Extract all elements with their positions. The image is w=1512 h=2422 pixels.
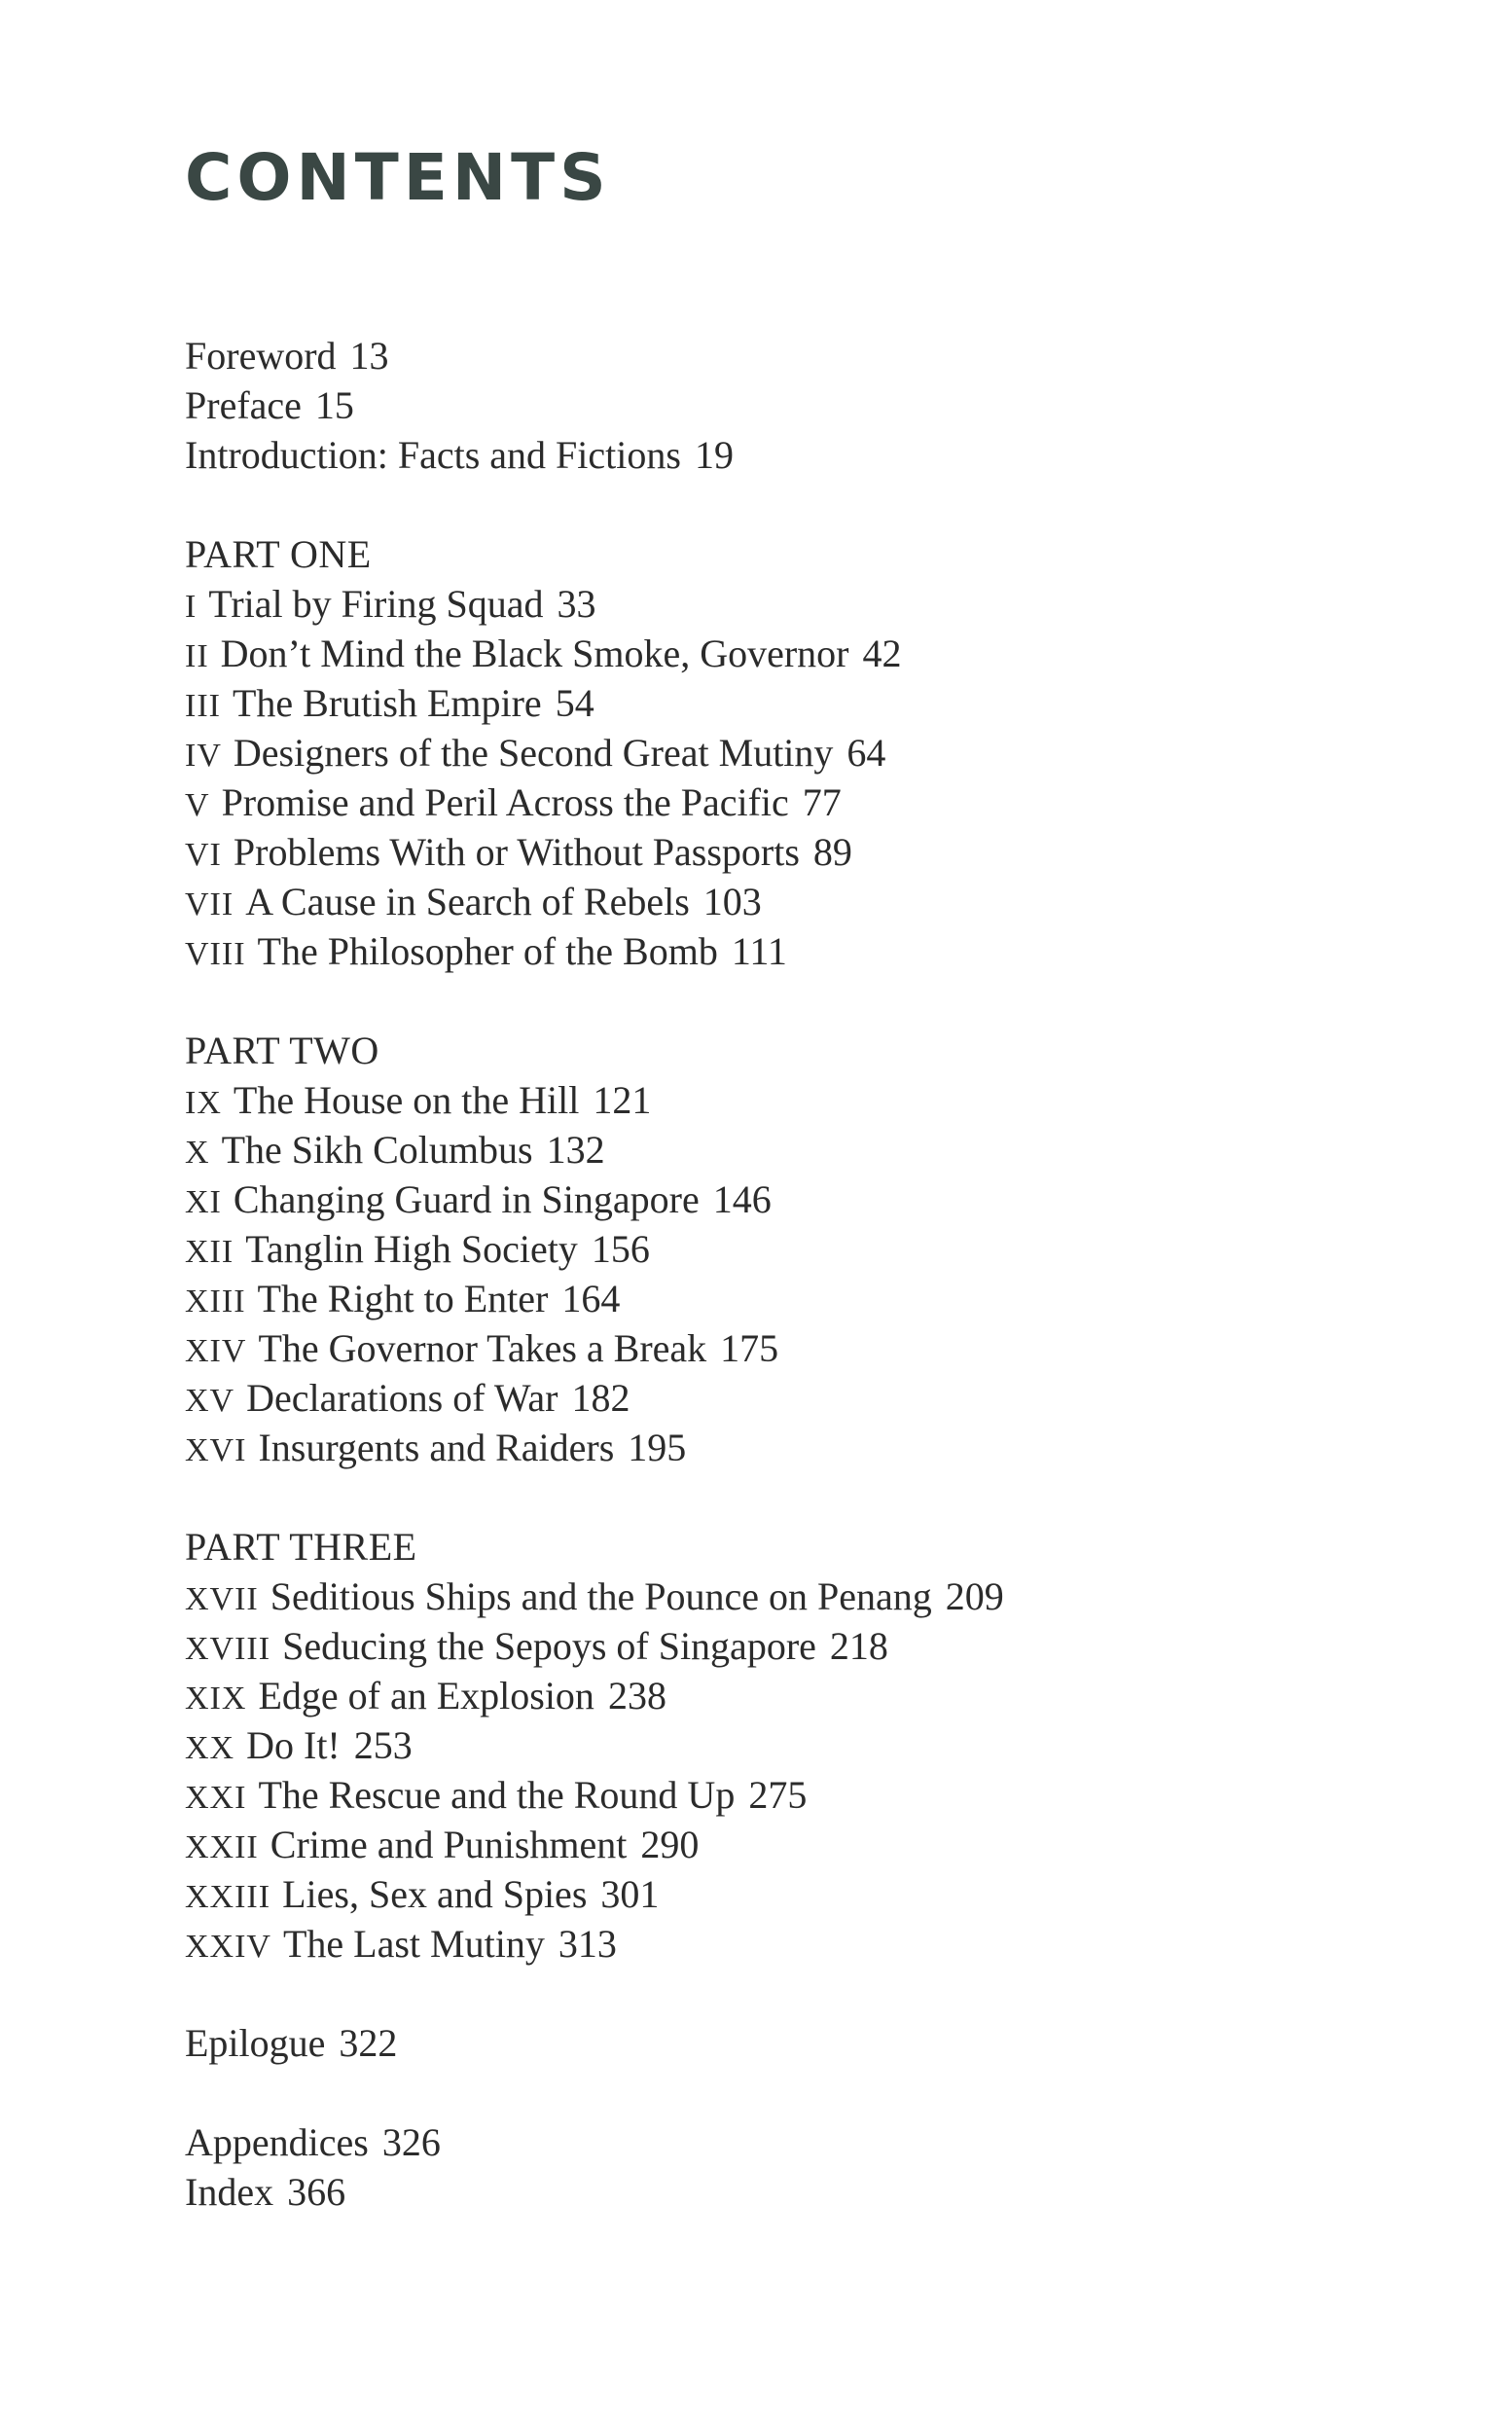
toc-entry-chapter xyxy=(185,678,1352,728)
toc-entry-chapter xyxy=(185,1423,1352,1472)
entry-page: 164 xyxy=(561,1277,621,1320)
toc-entry-chapter xyxy=(185,1373,1352,1423)
chapter-number: XVIII xyxy=(185,1631,271,1667)
chapter-title: Insurgents and Raiders xyxy=(258,1426,615,1469)
page-title: CONTENTS xyxy=(185,140,611,215)
toc-entry-foreword xyxy=(185,331,1352,380)
back-matter xyxy=(185,2117,1352,2217)
part-heading: PART THREE xyxy=(185,1525,417,1569)
toc-entry-appendices xyxy=(185,2117,1352,2167)
chapter-title: Problems With or Without Passports xyxy=(233,830,800,874)
entry-label: Preface xyxy=(185,383,302,427)
chapter-number: VI xyxy=(185,837,222,873)
entry-page: 42 xyxy=(862,632,902,675)
entry-page: 366 xyxy=(287,2170,346,2214)
toc-entry-chapter xyxy=(185,728,1352,777)
part-heading: PART TWO xyxy=(185,1029,379,1072)
chapter-title: The Brutish Empire xyxy=(232,681,542,725)
toc-entry-chapter xyxy=(185,629,1352,678)
toc-entry-introduction xyxy=(185,430,1352,480)
chapter-title: Crime and Punishment xyxy=(270,1823,628,1866)
entry-page: 54 xyxy=(555,681,594,725)
toc-entry-chapter xyxy=(185,1323,1352,1373)
toc-entry-chapter xyxy=(185,1671,1352,1720)
chapter-number: XXI xyxy=(185,1780,247,1816)
front-matter xyxy=(185,331,1352,480)
epilogue-section xyxy=(185,2018,1352,2068)
toc-entry-chapter xyxy=(185,827,1352,877)
toc-entry-chapter xyxy=(185,1075,1352,1125)
toc-entry-chapter xyxy=(185,1770,1352,1820)
chapter-title: Declarations of War xyxy=(246,1376,558,1420)
toc-entry-chapter xyxy=(185,1175,1352,1224)
toc-entry-chapter xyxy=(185,1919,1352,1969)
chapter-title: Tanglin High Society xyxy=(245,1227,578,1271)
chapter-title: The Right to Enter xyxy=(257,1277,549,1320)
toc-entry-chapter xyxy=(185,1274,1352,1323)
chapter-number: XVII xyxy=(185,1581,259,1617)
entry-page: 111 xyxy=(731,929,787,973)
entry-page: 253 xyxy=(353,1723,413,1767)
toc-entry-chapter xyxy=(185,926,1352,976)
entry-page: 313 xyxy=(558,1922,617,1966)
toc-entry-chapter xyxy=(185,1869,1352,1919)
entry-page: 13 xyxy=(349,334,389,378)
entry-page: 132 xyxy=(546,1128,605,1172)
chapter-title: Designers of the Second Great Mutiny xyxy=(233,731,834,775)
chapter-number: XII xyxy=(185,1234,234,1270)
chapter-number: XXIII xyxy=(185,1879,271,1915)
chapter-title: Trial by Firing Squad xyxy=(208,582,544,626)
chapter-number: VII xyxy=(185,886,234,922)
toc-entry-chapter xyxy=(185,1621,1352,1671)
chapter-title: The Sikh Columbus xyxy=(221,1128,533,1172)
toc-entry-epilogue xyxy=(185,2018,1352,2068)
toc-entry-chapter xyxy=(185,877,1352,926)
chapter-number: XIX xyxy=(185,1681,247,1717)
entry-page: 238 xyxy=(607,1674,666,1717)
toc-entry-index xyxy=(185,2167,1352,2217)
entry-page: 326 xyxy=(381,2120,441,2164)
entry-page: 209 xyxy=(945,1574,1004,1618)
chapter-number: IV xyxy=(185,738,222,774)
entry-page: 195 xyxy=(628,1426,687,1469)
entry-page: 33 xyxy=(557,582,596,626)
chapter-title: Do It! xyxy=(246,1723,341,1767)
chapter-number: XI xyxy=(185,1184,222,1220)
chapter-number: V xyxy=(185,787,210,823)
chapter-title: Seditious Ships and the Pounce on Penang xyxy=(270,1574,932,1618)
table-of-contents xyxy=(185,331,1352,2266)
chapter-number: XIII xyxy=(185,1283,246,1319)
entry-page: 146 xyxy=(712,1177,772,1221)
part-two xyxy=(185,1026,1352,1472)
chapter-number: XXIV xyxy=(185,1929,271,1965)
entry-label: Index xyxy=(185,2170,274,2214)
chapter-title: The Governor Takes a Break xyxy=(258,1326,707,1370)
toc-entry-chapter xyxy=(185,1720,1352,1770)
toc-entry-chapter xyxy=(185,777,1352,827)
chapter-number: II xyxy=(185,638,209,674)
toc-entry-chapter xyxy=(185,1572,1352,1621)
chapter-number: III xyxy=(185,688,221,724)
chapter-number: VIII xyxy=(185,936,246,972)
entry-page: 77 xyxy=(802,780,842,824)
part-heading: PART ONE xyxy=(185,532,372,576)
chapter-number: X xyxy=(185,1135,210,1171)
entry-page: 275 xyxy=(748,1773,808,1817)
entry-page: 322 xyxy=(339,2021,398,2065)
entry-page: 89 xyxy=(812,830,852,874)
chapter-number: IX xyxy=(185,1085,222,1121)
toc-entry-chapter xyxy=(185,1820,1352,1869)
chapter-title: The Philosopher of the Bomb xyxy=(257,929,718,973)
chapter-number: XVI xyxy=(185,1432,247,1468)
chapter-title: Lies, Sex and Spies xyxy=(282,1872,588,1916)
entry-page: 290 xyxy=(640,1823,700,1866)
chapter-title: The Last Mutiny xyxy=(282,1922,545,1966)
entry-page: 301 xyxy=(600,1872,660,1916)
chapter-title: Edge of an Explosion xyxy=(258,1674,594,1717)
part-three xyxy=(185,1522,1352,1969)
chapter-number: XX xyxy=(185,1730,235,1766)
toc-entry-chapter xyxy=(185,579,1352,629)
entry-page: 103 xyxy=(702,880,762,923)
entry-page: 19 xyxy=(694,433,734,477)
part-one xyxy=(185,529,1352,976)
entry-label: Introduction: Facts and Fictions xyxy=(185,433,681,477)
chapter-title: The Rescue and the Round Up xyxy=(258,1773,736,1817)
entry-label: Appendices xyxy=(185,2120,369,2164)
chapter-title: Changing Guard in Singapore xyxy=(233,1177,700,1221)
toc-entry-chapter xyxy=(185,1125,1352,1175)
chapter-title: Promise and Peril Across the Pacific xyxy=(221,780,789,824)
entry-page: 182 xyxy=(571,1376,630,1420)
entry-label: Foreword xyxy=(185,334,337,378)
entry-page: 64 xyxy=(846,731,886,775)
chapter-number: XV xyxy=(185,1383,235,1419)
entry-label: Epilogue xyxy=(185,2021,326,2065)
entry-page: 175 xyxy=(720,1326,779,1370)
chapter-title: Seducing the Sepoys of Singapore xyxy=(282,1624,816,1668)
chapter-title: Don’t Mind the Black Smoke, Governor xyxy=(220,632,849,675)
chapter-number: XXII xyxy=(185,1829,259,1865)
chapter-number: I xyxy=(185,589,198,625)
toc-entry-preface xyxy=(185,380,1352,430)
entry-page: 218 xyxy=(829,1624,888,1668)
chapter-number: XIV xyxy=(185,1333,247,1369)
chapter-title: A Cause in Search of Rebels xyxy=(245,880,690,923)
entry-page: 156 xyxy=(591,1227,650,1271)
entry-page: 15 xyxy=(314,383,354,427)
entry-page: 121 xyxy=(593,1078,652,1122)
chapter-title: The House on the Hill xyxy=(233,1078,580,1122)
toc-entry-chapter xyxy=(185,1224,1352,1274)
